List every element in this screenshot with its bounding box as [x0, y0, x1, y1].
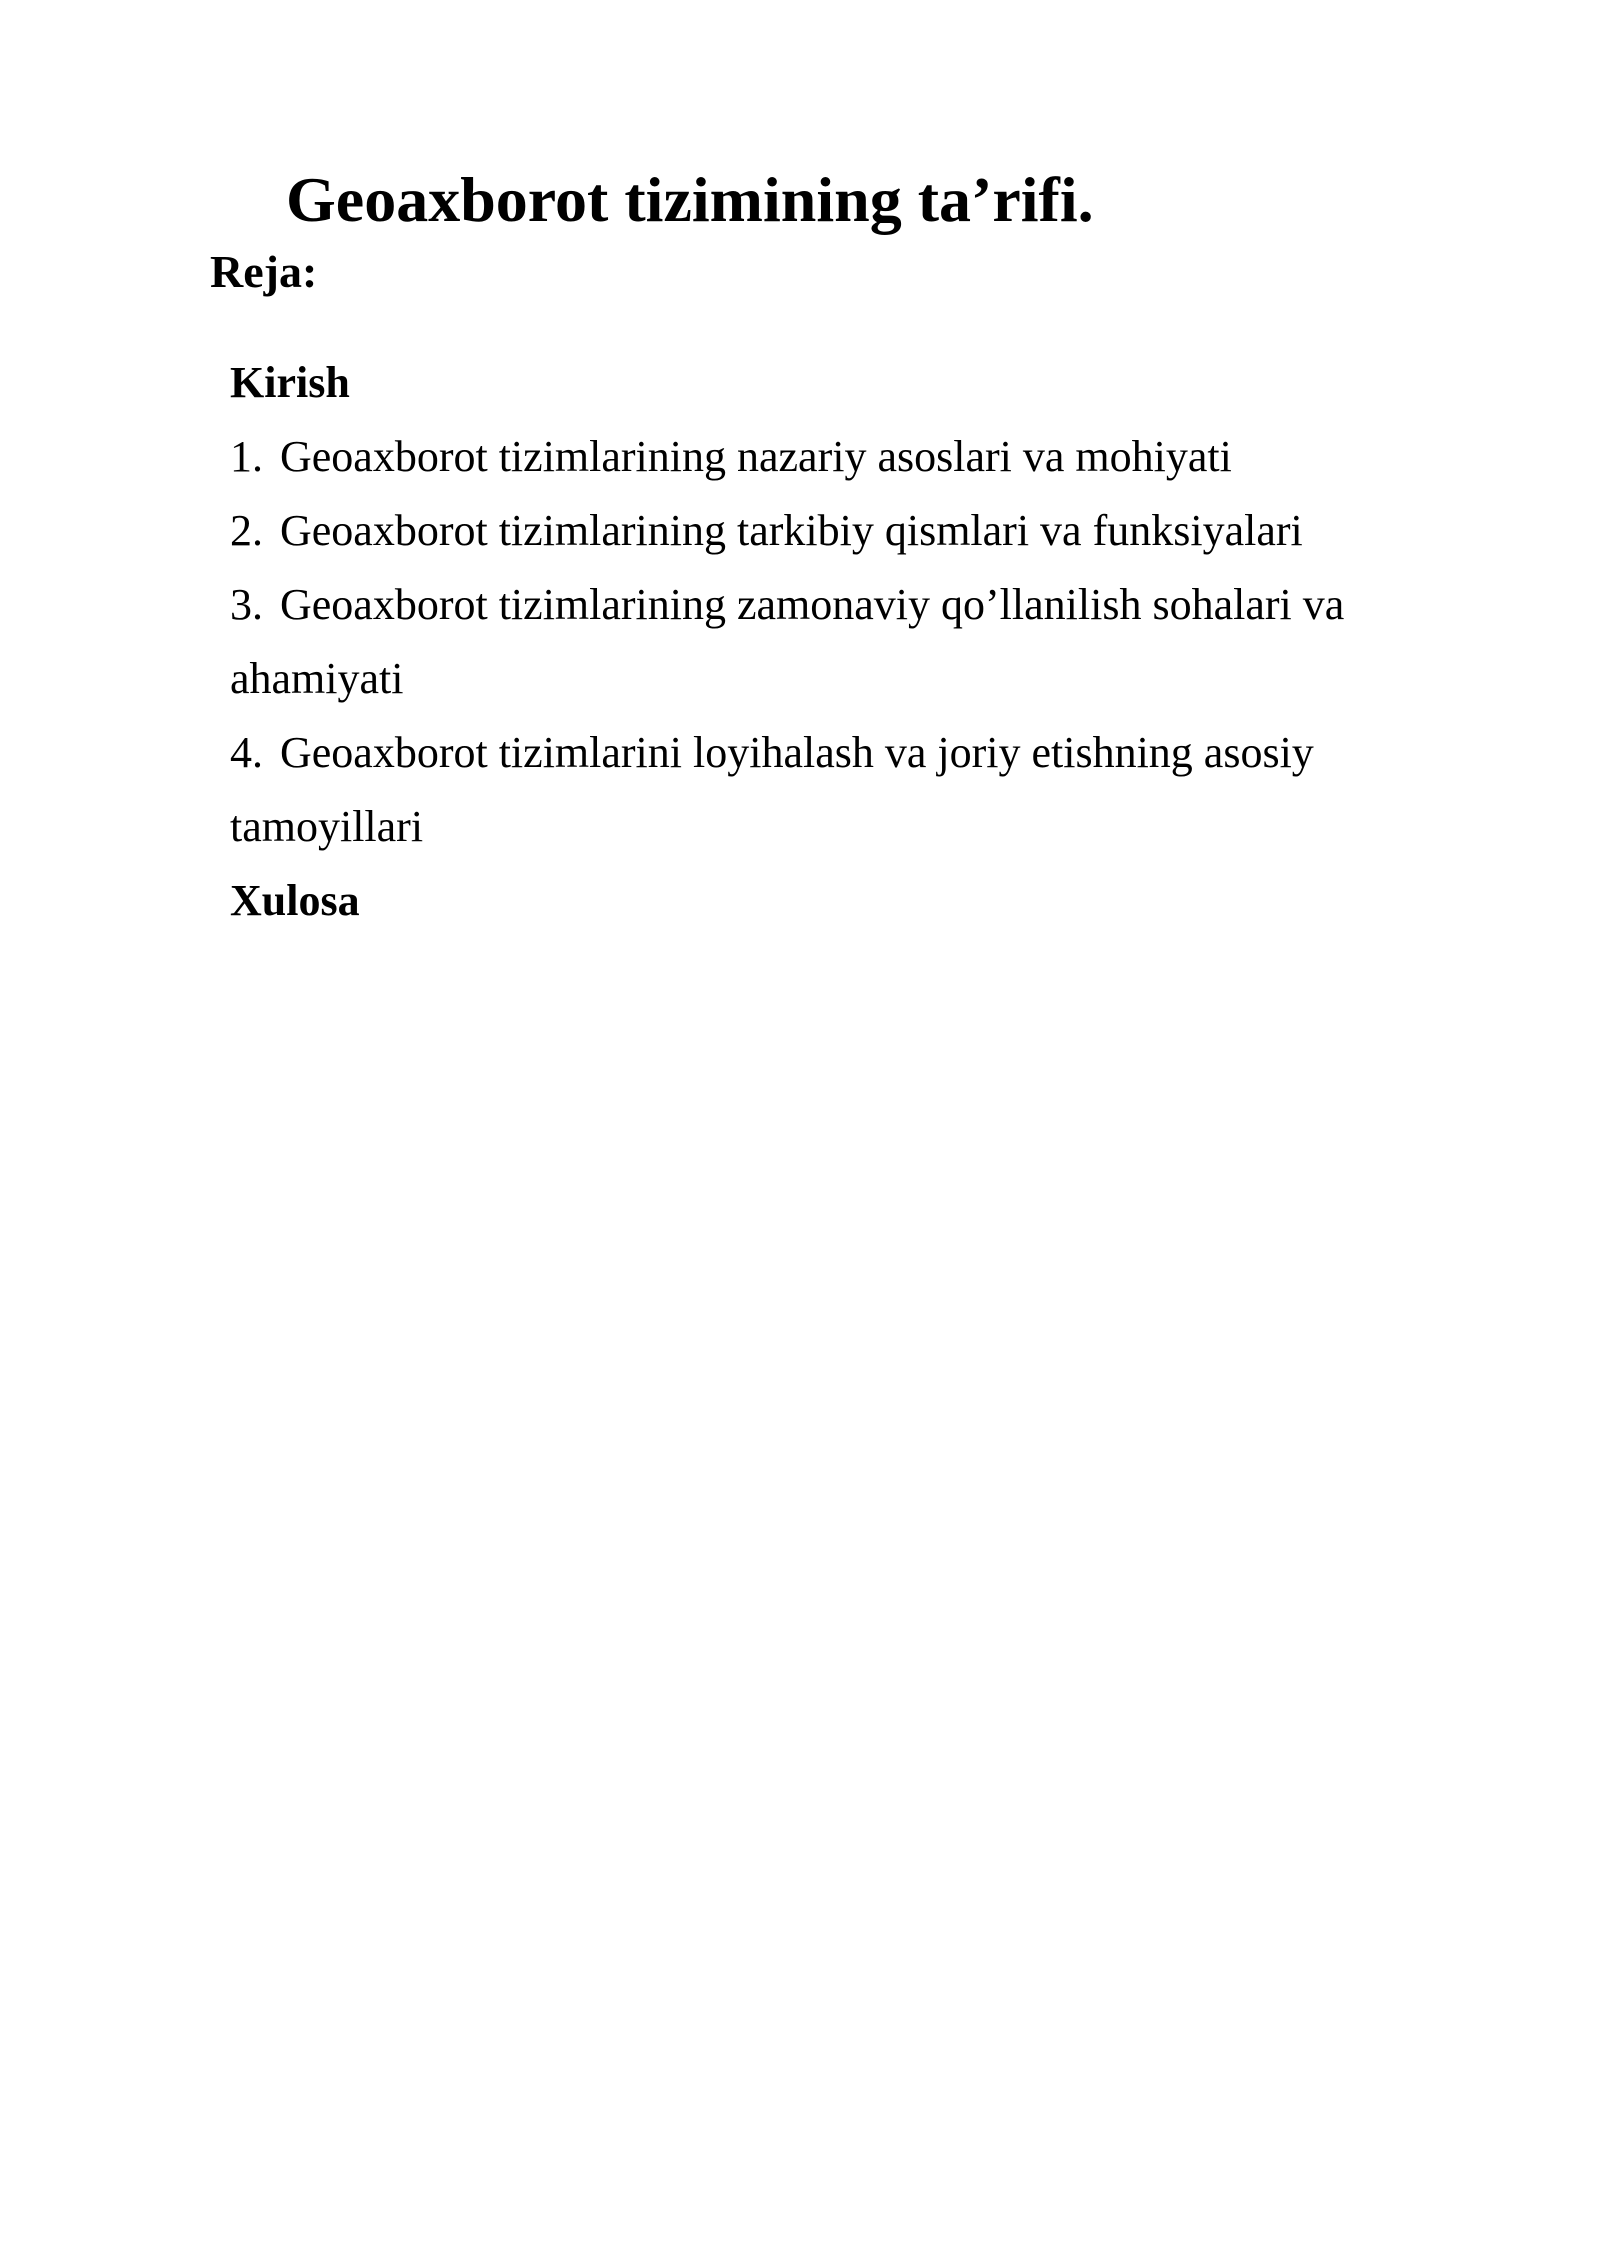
toc-item-text: Geoaxborot tizimlarini loyihalash va joriy etishning asosiy tamoyillari	[230, 728, 1314, 851]
toc-item-1	[230, 420, 1430, 494]
toc-item-number: 4.	[230, 728, 263, 777]
toc-item-number: 2.	[230, 506, 263, 555]
toc-intro: Kirish	[230, 358, 350, 407]
toc-item-text: Geoaxborot tizimlarining zamonaviy qo’llanilish sohalari va ahamiyati	[230, 580, 1345, 703]
toc-item-number: 1.	[230, 432, 263, 481]
toc-item-3	[230, 568, 1430, 716]
document-title: Geoaxborot tizimining ta’rifi.	[286, 164, 1094, 235]
plan-heading: Reja:	[210, 246, 318, 297]
toc-item-number: 3.	[230, 580, 263, 629]
toc-item-4	[230, 716, 1430, 864]
toc-conclusion: Xulosa	[230, 876, 360, 925]
toc-item-text: Geoaxborot tizimlarining nazariy asoslari va mohiyati	[280, 432, 1232, 481]
toc-item-text: Geoaxborot tizimlarining tarkibiy qismlari va funksiyalari	[280, 506, 1303, 555]
toc-item-2	[230, 494, 1430, 568]
table-of-contents	[230, 346, 1430, 938]
